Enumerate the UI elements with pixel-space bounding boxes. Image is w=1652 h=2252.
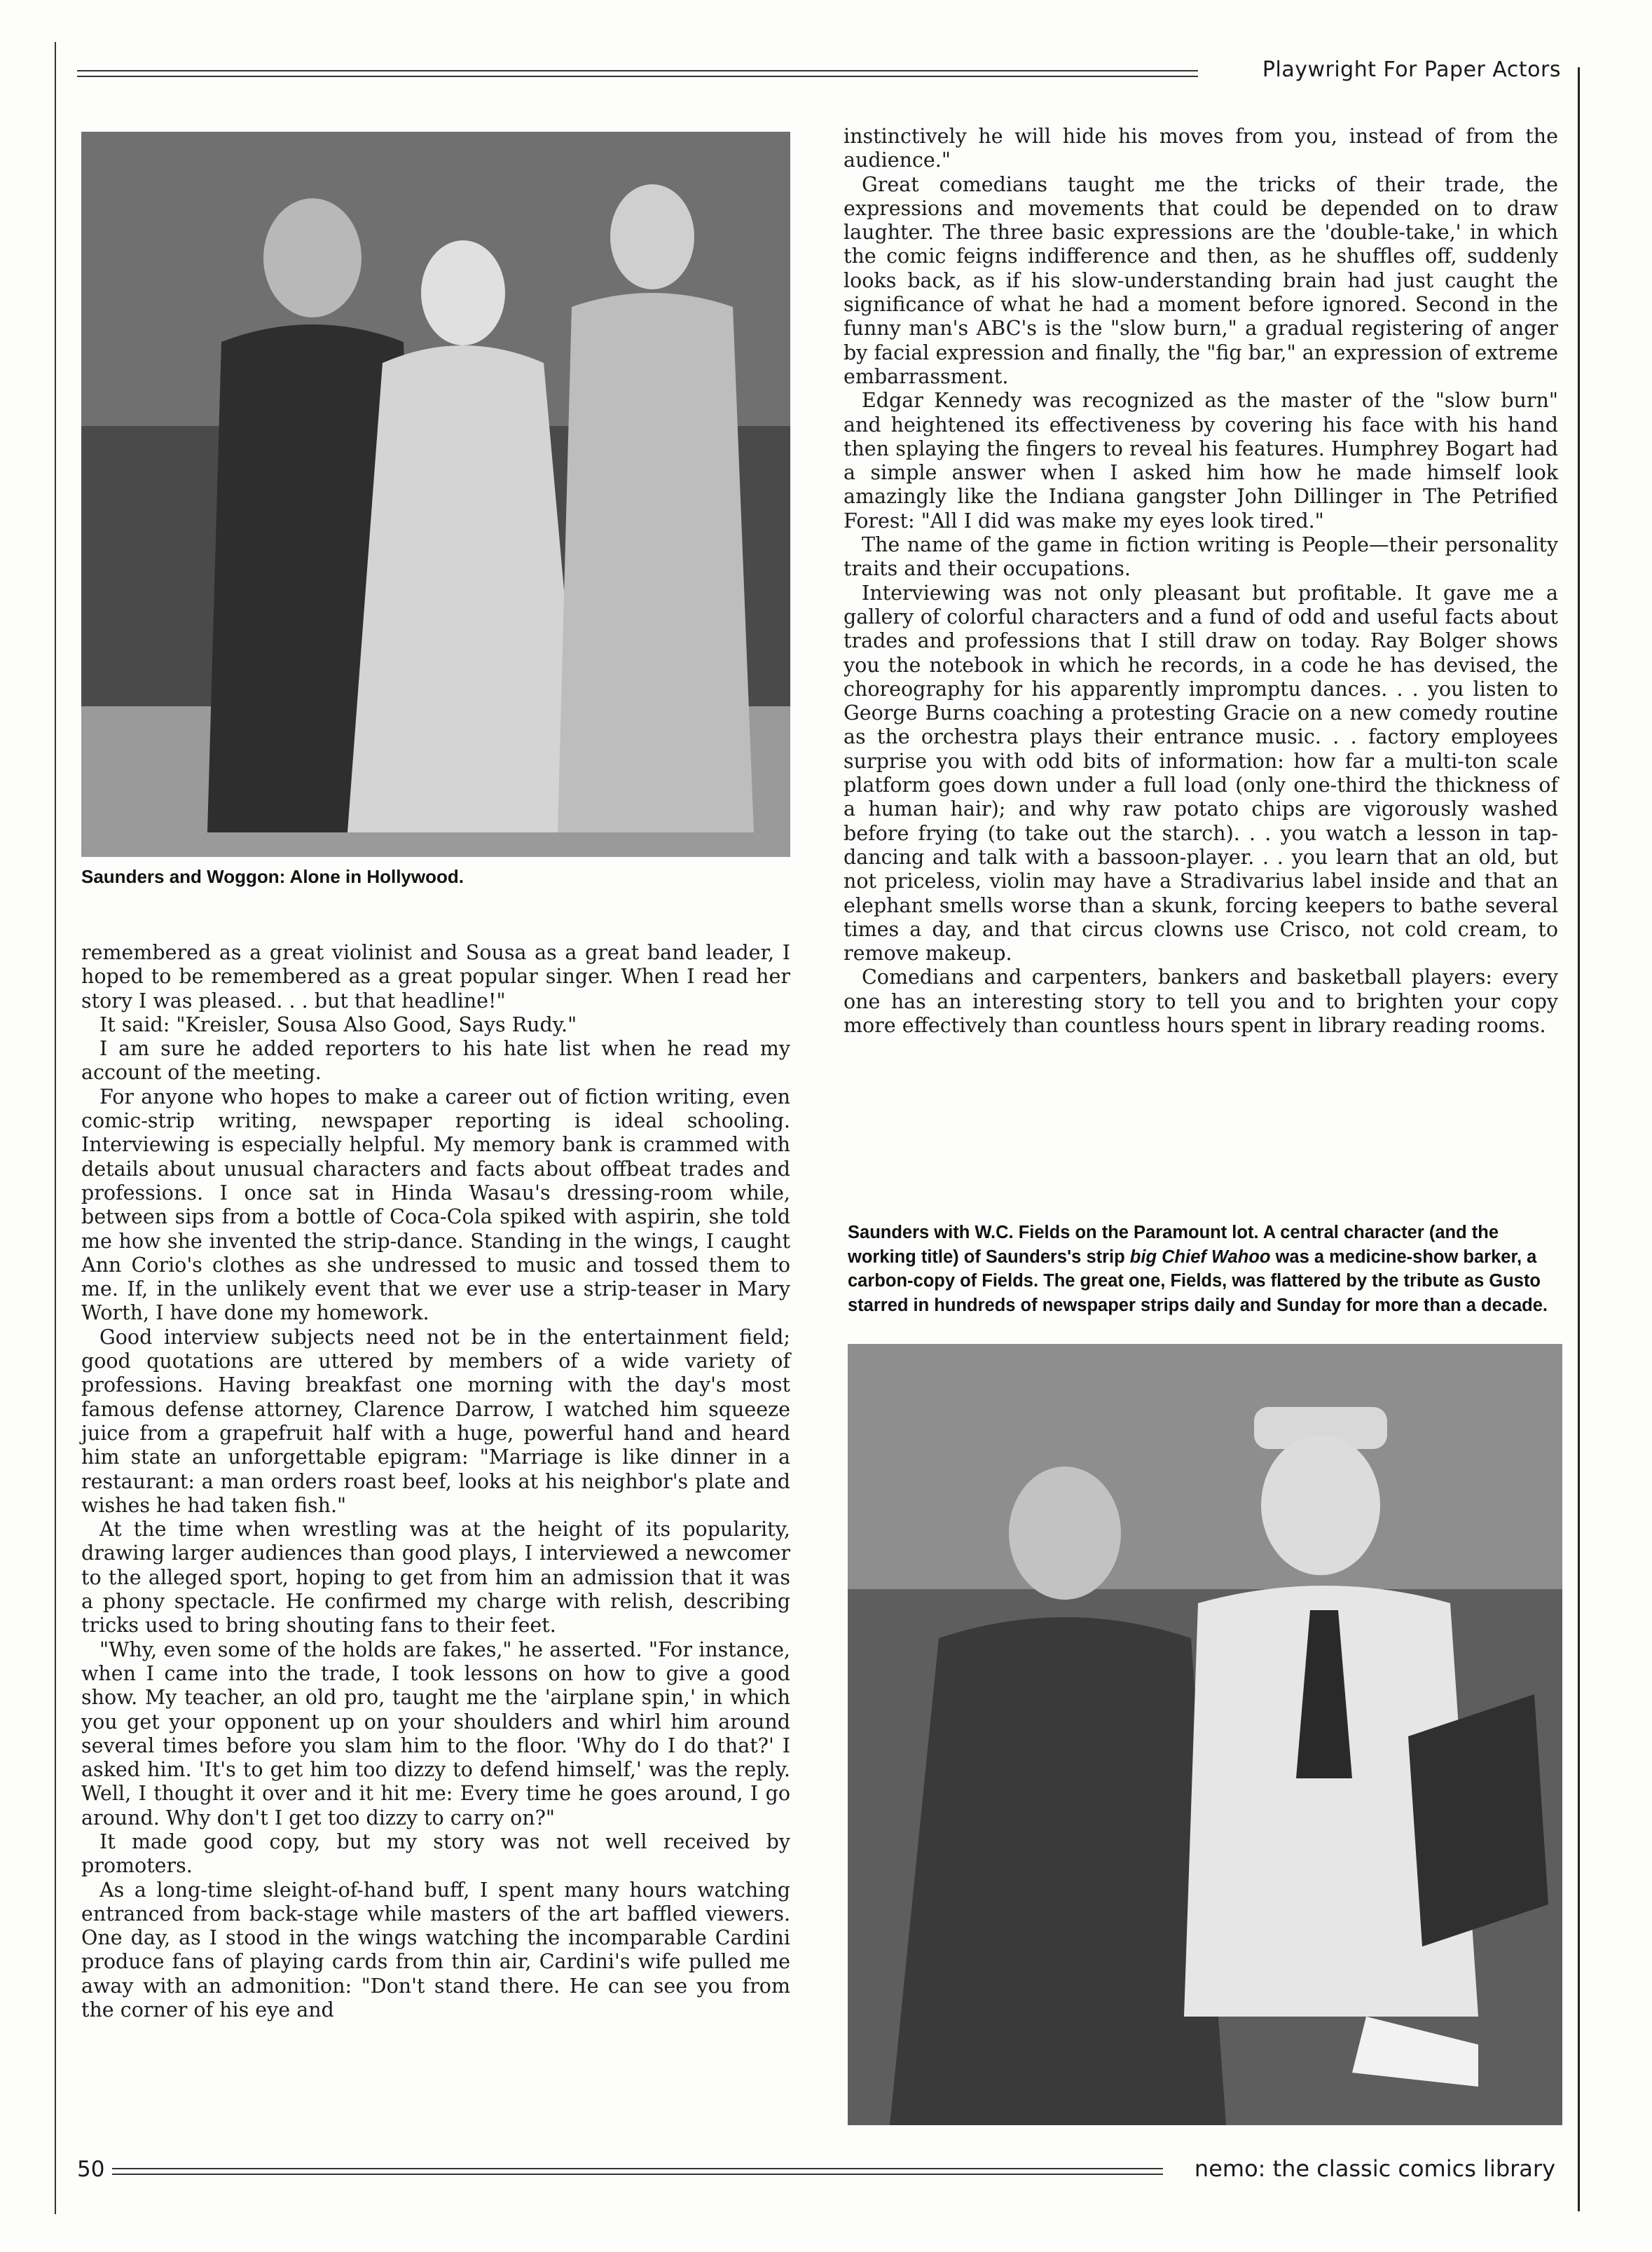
paragraph: Comedians and carpenters, bankers and basketball players: every one has an interesting story to tell you and to brighten your copy more effectively than countless hours spent in library reading rooms. bbox=[844, 966, 1558, 1037]
photo-saunders-woggon bbox=[81, 132, 790, 857]
paragraph: Interviewing was not only pleasant but profitable. It gave me a gallery of colorful characters and a fund of odd and useful facts about trades and professions that I still draw on today. Ray Bolger shows you the notebook in which he records, in a code he has devised, the choreography for his apparently impromptu dances. . . you listen to George Burns coaching a protesting Gracie on a new comedy routine as the orchestra plays their entrance music. . . factory employees surprise you with odd bits of information: how far a multi-ton scale platform goes down under a full load (only one-third the thickness of a human hair); and why raw potato chips are vigorously washed before frying (to take out the starch). . . you watch a lesson in tap-dancing and talk with a bassoon-player. . . you learn that an old, but not priceless, violin may have a Stradivarius label inside and that an elephant smells worse than a skunk, forcing keepers to bathe several times a day, and that circus clowns use Crisco, not cold cream, to remove makeup. bbox=[844, 581, 1558, 966]
paragraph: instinctively he will hide his moves from you, instead of from the audience." bbox=[844, 125, 1558, 172]
paragraph: As a long-time sleight-of-hand buff, I spent many hours watching entranced from back-stage while masters of the art baffled viewers. One day, as I stood in the wings watching the incomparable Cardini produce fans of playing cards from thin air, Cardini's wife pulled me away with an admonition: "Don't stand there. He can see you from the corner of his eye and bbox=[81, 1878, 790, 2022]
right-margin-rule bbox=[1578, 67, 1580, 2211]
header-rule bbox=[77, 76, 1198, 77]
caption-part: Saunders with W.C. Fields on the Paramount lot. A central character (and the working title) of Saunders's strip bbox=[848, 1223, 1499, 1267]
left-column bbox=[81, 941, 790, 2022]
paragraph: remembered as a great violinist and Sousa as a great band leader, I hoped to be remembered as a great popular singer. When I read her story I was pleased. . . but that headline!" bbox=[81, 941, 790, 1012]
publication-title: nemo: the classic comics library bbox=[1186, 2155, 1555, 2182]
caption-part: was a medicine-show barker, a carbon-copy of Fields. The great one, Fields, was flattered by the tribute as Gusto starred in hundreds of newspaper strips daily and Sunday for more than a decade. bbox=[848, 1247, 1548, 1315]
footer-rule bbox=[112, 2174, 1163, 2175]
paragraph: Great comedians taught me the tricks of their trade, the expressions and movements that could be depended on to draw laughter. The three basic expressions are the 'double-take,' in which the comic feigns indifference and then, as he shuffles off, suddenly looks back, as if his slow-understanding brain had just caught the significance of what he had a moment before ignored. Second in the funny man's ABC's is the "slow burn," a gradual registering of anger by facial expression and finally, the "fig bar," an expression of extreme embarrassment. bbox=[844, 172, 1558, 388]
paragraph: Edgar Kennedy was recognized as the master of the "slow burn" and heightened its effectiveness by covering his face with his hand then splaying the fingers to reveal his features. Humphrey Bogart had a simple answer when I asked him how he made himself look amazingly like the Indiana gangster John Dillinger in The Petrified Forest: "All I did was make my eyes look tired." bbox=[844, 389, 1558, 533]
paragraph: Good interview subjects need not be in the entertainment field; good quotations are uttered by members of a wide variety of professions. Having breakfast one morning with the day's most famous defense attorney, Clarence Darrow, I watched him squeeze juice from a grapefruit half with a huge, powerful hand and heard him state an unforgettable epigram: "Marriage is like dinner in a restaurant: a man orders roast beef, looks at his neighbor's plate and wishes he had taken fish." bbox=[81, 1325, 790, 1517]
paragraph: It said: "Kreisler, Sousa Also Good, Says Rudy." bbox=[99, 1012, 577, 1036]
photo-caption-bottom bbox=[848, 1221, 1562, 1317]
photo-caption-top: Saunders and Woggon: Alone in Hollywood. bbox=[81, 866, 464, 887]
paragraph: The name of the game in fiction writing is People—their personality traits and their occupations. bbox=[844, 533, 1558, 581]
right-column bbox=[844, 125, 1558, 1038]
footer-rule bbox=[112, 2168, 1163, 2169]
paragraph: I am sure he added reporters to his hate list when he read my account of the meeting. bbox=[81, 1037, 790, 1085]
left-margin-rule bbox=[55, 42, 56, 2214]
paragraph: It made good copy, but my story was not well received by promoters. bbox=[81, 1829, 790, 1878]
paragraph: For anyone who hopes to make a career out of fiction writing, even comic-strip writing, newspaper reporting is ideal schooling. Interviewing is especially helpful. My memory bank is crammed with details about unusual characters and facts about offbeat trades and professions. I once sat in Hinda Wasau's dressing-room while, between sips from a bottle of Coca-Cola spiked with aspirin, she told me how she invented the strip-dance. Standing in the wings, I caught Ann Corio's clothes as she undressed to music and tossed them to me. If, in the unlikely event that we ever use a strip-teaser in Mary Worth, I have done my homework. bbox=[81, 1085, 790, 1325]
page-number: 50 bbox=[77, 2157, 110, 2182]
paragraph: At the time when wrestling was at the height of its popularity, drawing larger audiences than good plays, I interviewed a newcomer to the alleged sport, hoping to get from him an admission that it was a phony spectacle. He confirmed my charge with relish, describing tricks used to bring shouting fans to their feet. bbox=[81, 1518, 790, 1637]
paragraph: "Why, even some of the holds are fakes," he asserted. "For instance, when I came into the trade, I took lessons on how to give a good show. My teacher, an old pro, taught me the 'airplane spin,' in which you get your opponent up on your shoulders and whirl him around several times before you slam him to the floor. 'Why do I do that?' I asked him. 'It's to get him too dizzy to defend himself,' was the reply. Well, I thought it over and it hit me: Every time he goes around, I go around. Why don't I get too dizzy to carry on?" bbox=[81, 1637, 790, 1829]
running-title: Playwright For Paper Actors bbox=[1254, 57, 1561, 82]
caption-strip-title: big Chief Wahoo bbox=[1129, 1247, 1271, 1267]
header-rule bbox=[77, 70, 1198, 71]
photo-saunders-fields bbox=[848, 1344, 1562, 2125]
